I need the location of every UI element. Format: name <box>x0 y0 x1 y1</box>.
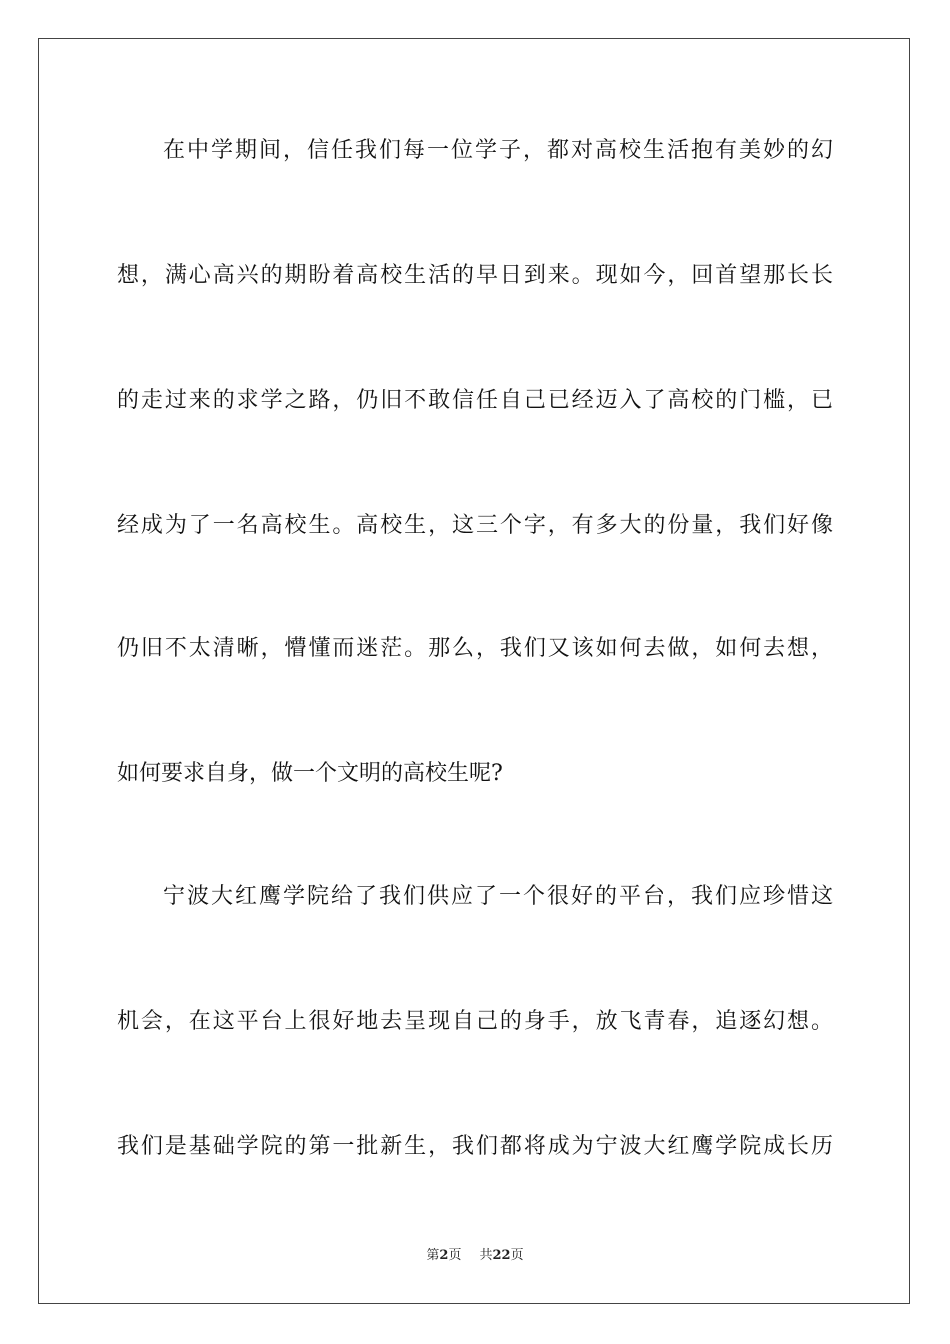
paragraph-1-line-4: 经成为了一名高校生。高校生，这三个字，有多大的份量，我们好像 <box>117 513 833 538</box>
total-prefix: 共 <box>479 1248 493 1263</box>
paragraph-1-line-6: 如何要求自身，做一个文明的高校生呢? <box>117 761 503 786</box>
page-frame <box>38 38 910 1304</box>
page-suffix: 页 <box>448 1248 462 1263</box>
page-prefix: 第 <box>426 1248 440 1263</box>
paragraph-2-line-1: 宁波大红鹰学院给了我们供应了一个很好的平台，我们应珍惜这 <box>163 884 833 909</box>
page-number: 2 <box>439 1248 449 1263</box>
paragraph-1-line-2: 想，满心高兴的期盼着高校生活的早日到来。现如今，回首望那长长 <box>117 263 833 288</box>
paragraph-2-line-2: 机会，在这平台上很好地去呈现自己的身手，放飞青春，追逐幻想。 <box>117 1009 833 1034</box>
total-pages: 22 <box>492 1248 511 1263</box>
total-suffix: 页 <box>510 1248 524 1263</box>
page-footer <box>0 1247 950 1265</box>
paragraph-1-line-5: 仍旧不太清晰，懵懂而迷茫。那么，我们又该如何去做，如何去想， <box>117 636 833 661</box>
paragraph-2-line-3: 我们是基础学院的第一批新生，我们都将成为宁波大红鹰学院成长历 <box>117 1134 833 1159</box>
paragraph-1-line-3: 的走过来的求学之路，仍旧不敢信任自己已经迈入了高校的门槛，已 <box>117 388 833 413</box>
paragraph-1-line-1: 在中学期间，信任我们每一位学子，都对高校生活抱有美妙的幻 <box>163 138 833 163</box>
